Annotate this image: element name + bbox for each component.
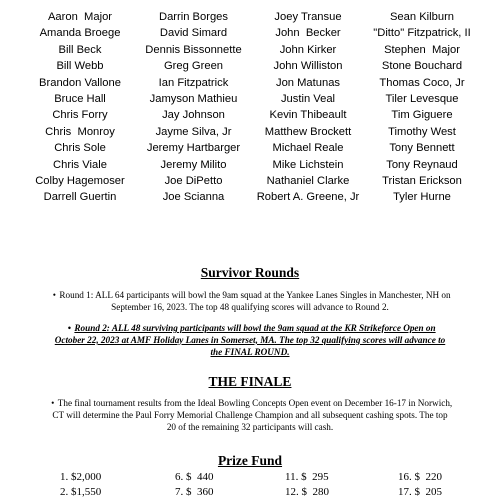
finale-paragraph <box>30 398 470 433</box>
participant-name: Jamyson Mathieu <box>149 92 238 105</box>
participant-name: Amanda Broege <box>39 27 121 40</box>
finale-heading: THE FINALE <box>208 374 292 389</box>
participant-name: Mike Lichstein <box>272 158 344 171</box>
bullet-icon: • <box>67 323 71 333</box>
participant-name: Sean Kilburn <box>389 11 455 23</box>
prize-entry: 7. $ 360 <box>175 485 214 498</box>
participant-name: Jeremy Milito <box>160 158 227 171</box>
survivor-rounds-heading: Survivor Rounds <box>200 265 300 280</box>
finale-line: 20 of the remaining 32 participants will cash. <box>166 421 334 432</box>
participant-name: Michael Reale <box>272 142 344 155</box>
participant-name: Joe Scianna <box>162 191 225 204</box>
participant-name: Darrell Guertin <box>43 191 117 204</box>
participant-name: Dennis Bissonnette <box>145 43 242 56</box>
participant-name: Tim Giguere <box>391 109 453 122</box>
participant-name: Jeremy Hartbarger <box>146 142 241 155</box>
round-2-line: October 22, 2023 at AMF Holiday Lanes in Somerset, MA. The top 32 qualifying scores will advance to <box>54 334 446 345</box>
round-1-line: September 16, 2023. The top 48 qualifying scores will advance to Round 2. <box>111 301 389 312</box>
participant-name: Tristan Erickson <box>382 174 462 187</box>
participant-column-4 <box>364 9 480 206</box>
participant-name: Tiler Levesque <box>385 92 459 105</box>
prize-entry: 11. $ 295 <box>285 471 329 483</box>
prize-column-3 <box>285 470 329 499</box>
finale-line: CT will determine the Paul Forry Memorial Challenge Champion and all subsequent cashing spots. The top <box>52 409 448 420</box>
participant-name: John Becker <box>275 27 341 40</box>
participant-name: Kevin Thibeault <box>269 109 347 122</box>
participant-name: Colby Hagemoser <box>35 174 125 187</box>
prize-fund-heading: Prize Fund <box>217 453 283 468</box>
round-2-paragraph <box>30 323 470 358</box>
prize-column-2 <box>175 470 214 499</box>
participant-name: Chris Viale <box>53 158 107 171</box>
participant-name: "Ditto" Fitzpatrick, II <box>373 27 471 40</box>
participant-name: Chris Sole <box>54 142 106 155</box>
participant-name: Tony Reynaud <box>386 158 458 171</box>
participant-name: Nathaniel Clarke <box>266 174 350 187</box>
round-2-line: the FINAL ROUND. <box>210 346 290 357</box>
participant-column-3 <box>250 9 366 206</box>
prize-column-4 <box>398 470 442 499</box>
participant-name: Joey Transue <box>274 11 342 23</box>
participant-name: Tony Bennett <box>389 142 455 155</box>
participant-name: Chris Monroy <box>45 125 115 138</box>
round-2-line: Round 2: ALL 48 surviving participants will bowl the 9am squad at the KR Strikeforce Open on <box>74 323 436 333</box>
participant-name: Brandon Vallone <box>39 76 121 89</box>
participant-name: Chris Forry <box>52 109 108 122</box>
participant-name: Aaron Major <box>47 11 113 23</box>
prize-entry: 16. $ 220 <box>398 471 442 483</box>
bullet-icon: • <box>52 290 56 300</box>
participant-name: Darrin Borges <box>158 11 228 23</box>
prize-entry: 2. $1,550 <box>60 485 102 498</box>
participant-name: Robert A. Greene, Jr <box>256 191 360 204</box>
participant-name: Matthew Brockett <box>264 125 352 138</box>
participant-name: Jayme Silva, Jr <box>155 125 232 138</box>
participant-name: Stephen Major <box>384 43 460 56</box>
participant-name: Thomas Coco, Jr <box>379 76 465 89</box>
participant-name: Bill Beck <box>58 43 102 56</box>
participant-name: Bruce Hall <box>54 92 106 105</box>
participant-name: John Kirker <box>279 43 337 56</box>
round-1-line: Round 1: ALL 64 participants will bowl the 9am squad at the Yankee Lanes Singles in Manchester, NH on <box>59 290 451 300</box>
prize-entry: 6. $ 440 <box>175 471 214 483</box>
participant-name: John Williston <box>273 60 343 73</box>
participant-name: Bill Webb <box>56 60 104 73</box>
participant-name: Stone Bouchard <box>381 60 463 73</box>
prize-entry: 12. $ 280 <box>285 485 329 498</box>
participant-name: Timothy West <box>388 125 456 138</box>
participant-name: Ian Fitzpatrick <box>158 76 229 89</box>
finale-line: The final tournament results from the Ideal Bowling Concepts Open event on December 16-17 in Norwich, <box>57 398 453 408</box>
participant-name: Justin Veal <box>280 92 336 105</box>
bullet-icon: • <box>51 398 55 408</box>
prize-column-1 <box>60 470 101 499</box>
participant-name: Jon Matunas <box>275 76 341 89</box>
participant-column-2 <box>135 9 252 206</box>
participant-name: Tyler Hurne <box>393 191 451 204</box>
participant-column-1 <box>22 9 138 206</box>
participant-name: Greg Green <box>163 60 224 73</box>
prize-entry: 1. $2,000 <box>60 471 102 483</box>
prize-entry: 17. $ 205 <box>398 485 442 498</box>
participant-name: Joe DiPetto <box>164 174 223 187</box>
round-1-paragraph <box>30 290 470 314</box>
participant-name: Jay Johnson <box>162 109 225 122</box>
participant-name: David Simard <box>159 27 228 40</box>
